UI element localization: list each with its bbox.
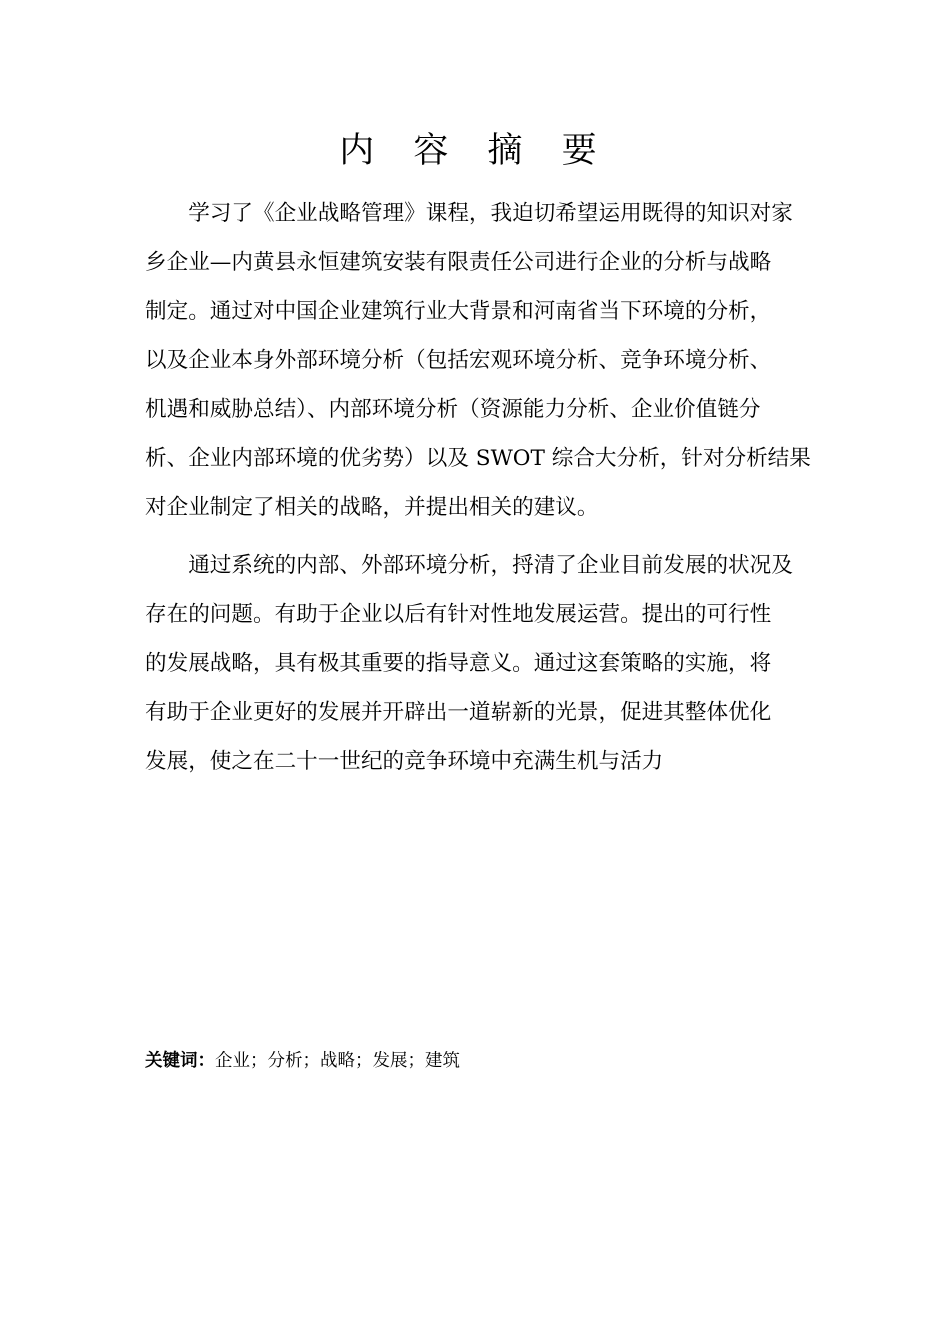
paragraph-line: 发展，使之在二十一世纪的竞争环境中充满生机与活力	[145, 749, 664, 774]
keywords	[145, 1047, 460, 1075]
page-title: 内 容 摘 要	[339, 131, 611, 171]
abstract-paragraph-1	[145, 189, 810, 532]
paragraph-line: 通过系统的内部、外部环境分析，捋清了企业目前发展的状况及	[145, 553, 793, 578]
paragraph-line: 机遇和威胁总结）、内部环境分析（资源能力分析、企业价值链分	[145, 397, 761, 422]
paragraph-line: 有助于企业更好的发展并开辟出一道崭新的光景，促进其整体优化	[145, 700, 772, 725]
abstract-paragraph-2	[145, 541, 810, 786]
paragraph-line: 学习了《企业战略管理》课程，我迫切希望运用既得的知识对家	[145, 201, 793, 226]
paragraph-line: 以及企业本身外部环境分析（包括宏观环境分析、竞争环境分析、	[145, 348, 772, 373]
paragraph-line: 乡企业—内黄县永恒建筑安装有限责任公司进行企业的分析与战略	[145, 250, 772, 275]
paragraph-line: 对企业制定了相关的战略，并提出相关的建议。	[145, 495, 599, 520]
keywords-label: 关键词：	[145, 1051, 215, 1071]
paragraph-line: 存在的问题。有助于企业以后有针对性地发展运营。提出的可行性	[145, 602, 772, 627]
paragraph-line: 制定。通过对中国企业建筑行业大背景和河南省当下环境的分析，	[145, 299, 772, 324]
paragraph-line: 的发展战略，具有极其重要的指导意义。通过这套策略的实施，将	[145, 651, 772, 676]
keywords-value: 企业；分析；战略；发展；建筑	[215, 1051, 460, 1071]
paragraph-line: 析、企业内部环境的优劣势）以及 SWOT 综合大分析，针对分析结果	[145, 446, 811, 471]
